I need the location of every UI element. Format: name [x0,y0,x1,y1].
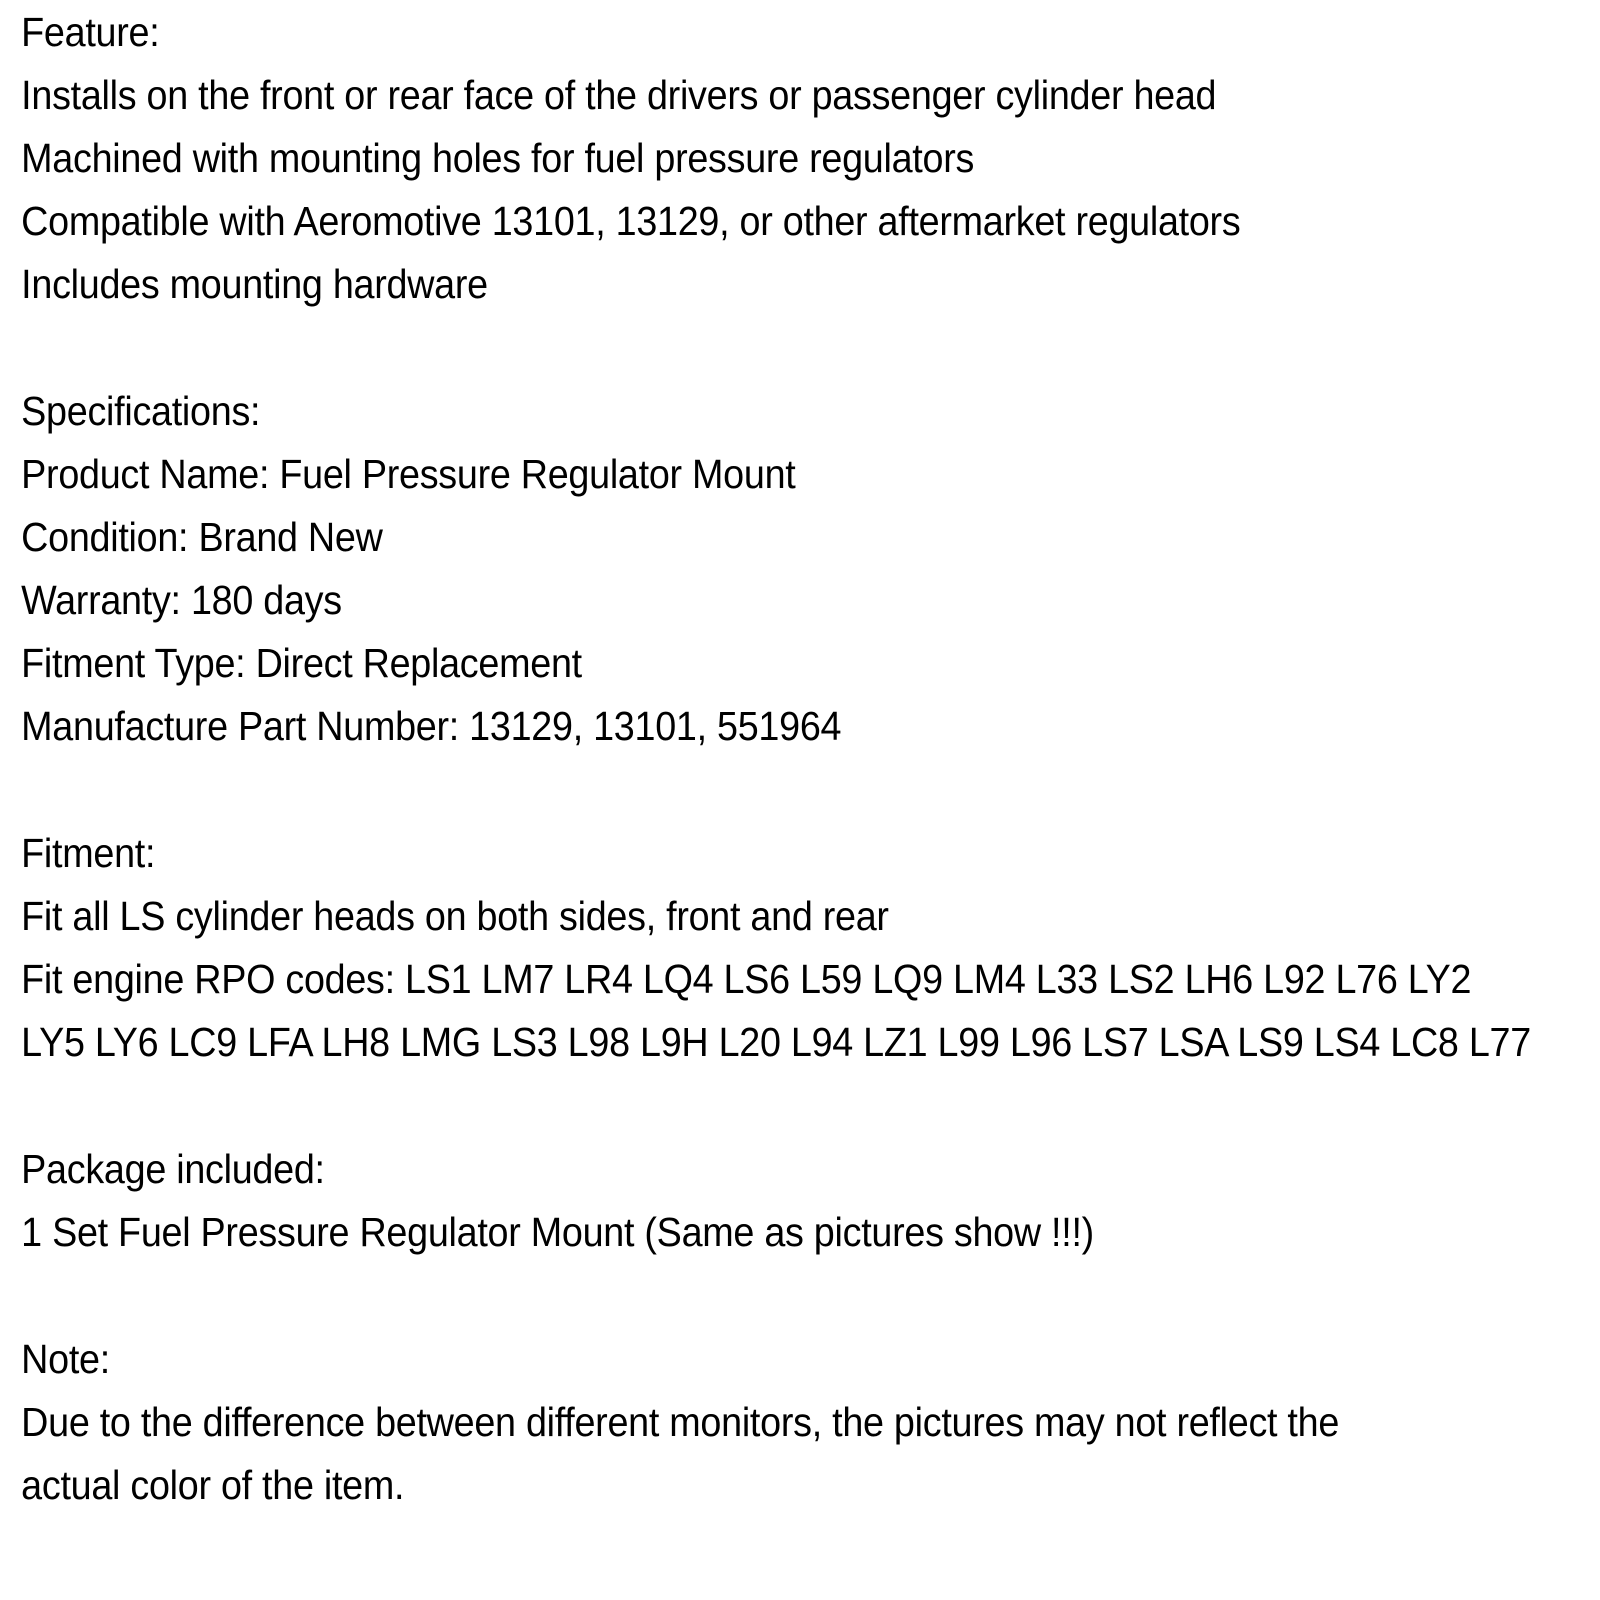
fitment-rpo-codes-1: Fit engine RPO codes: LS1 LM7 LR4 LQ4 LS6 L59 LQ9 LM4 L33 LS2 LH6 L92 L76 LY2 [21,956,1472,1002]
fitment-line-heads: Fit all LS cylinder heads on both sides, front and rear [21,893,889,939]
note-line-monitors: Due to the difference between different monitors, the pictures may not reflect the [21,1399,1340,1445]
feature-heading: Feature: [21,9,160,55]
spec-part-number: Manufacture Part Number: 13129, 13101, 551964 [21,703,842,749]
package-heading: Package included: [21,1146,325,1192]
package-section [21,1138,1600,1264]
spec-fitment-type: Fitment Type: Direct Replacement [21,640,582,686]
note-section [21,1328,1600,1517]
fitment-heading: Fitment: [21,830,156,876]
specifications-heading: Specifications: [21,388,261,434]
feature-section [21,1,1600,316]
specifications-section [21,380,1600,758]
note-heading: Note: [21,1336,110,1382]
fitment-rpo-codes-2: LY5 LY6 LC9 LFA LH8 LMG LS3 L98 L9H L20 L94 LZ1 L99 L96 LS7 LSA LS9 LS4 LC8 L77 [21,1019,1531,1065]
spec-condition: Condition: Brand New [21,514,383,560]
feature-line-compatible: Compatible with Aeromotive 13101, 13129, or other aftermarket regulators [21,198,1241,244]
feature-line-machined: Machined with mounting holes for fuel pressure regulators [21,135,975,181]
fitment-section [21,822,1600,1074]
feature-line-installs: Installs on the front or rear face of the drivers or passenger cylinder head [21,72,1217,118]
package-contents: 1 Set Fuel Pressure Regulator Mount (Same as pictures show !!!) [21,1209,1094,1255]
feature-line-includes: Includes mounting hardware [21,261,488,307]
note-line-actual-color: actual color of the item. [21,1462,405,1508]
spec-warranty: Warranty: 180 days [21,577,342,623]
spec-product-name: Product Name: Fuel Pressure Regulator Mount [21,451,796,497]
